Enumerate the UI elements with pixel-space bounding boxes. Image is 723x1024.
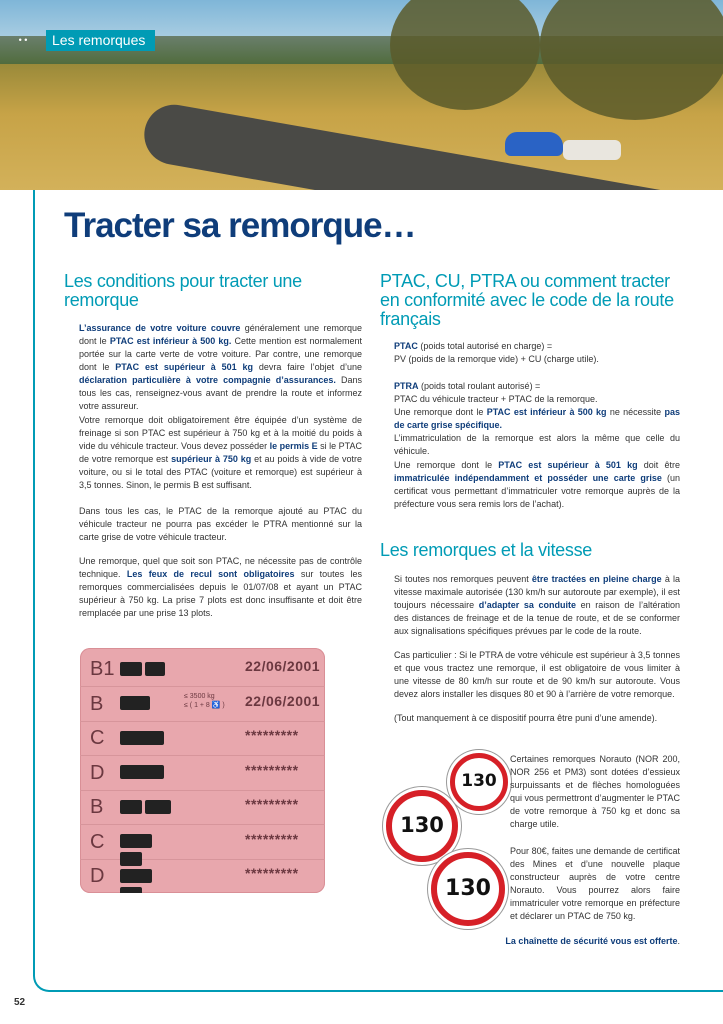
left-paragraph-4 <box>79 555 362 620</box>
text-run: doit être <box>637 460 680 470</box>
licence-category: D <box>90 865 105 887</box>
norauto-paragraph-3 <box>430 935 680 948</box>
text-run: ne nécessite <box>606 407 665 417</box>
section-tag <box>0 28 155 52</box>
text-run: si le PTAC de votre remorque est <box>79 441 362 464</box>
licence-category: B <box>90 692 104 715</box>
vehicle-shape <box>145 800 171 814</box>
dots-icon: • • <box>18 35 28 45</box>
text-run: L’assurance de votre voiture couvre <box>79 323 241 333</box>
licence-category: B <box>90 796 104 818</box>
text-run: en raison de l’altération des distances de freinage et de la tenue de route, et de se conformer aux signalisations spécifiques prévues par le code de la route. <box>394 600 680 636</box>
vehicle-shape <box>120 887 142 893</box>
licence-date: ********* <box>245 865 299 881</box>
page-title: Tracter sa remorque… <box>64 206 416 245</box>
text-run: Une remorque dont le <box>394 460 499 470</box>
text-run: sur toutes les remorques commercialisées depuis le 01/07/08 et ayant un PTAC supérieur à 750 kg. La prise 7 plots est donc insuffisante et doit être remplacée par une prise 13 plots. <box>79 569 362 618</box>
text-run: supérieur à 750 kg <box>171 454 252 464</box>
vehicle-shape <box>120 696 150 710</box>
licence-row <box>80 652 325 687</box>
text-run: La chaînette de sécurité vous est offerte <box>505 936 678 946</box>
text-run: PTAC est inférieur à 500 kg. <box>109 336 232 346</box>
bus-trailer-icon <box>120 867 176 885</box>
sign-value: 130 <box>461 771 497 791</box>
text-run: PTAC est supérieur à 501 kg <box>115 362 253 372</box>
vehicle-shape <box>120 765 164 779</box>
right-heading-2: Les remorques et la vitesse <box>380 540 593 560</box>
page-number: 52 <box>14 997 26 1008</box>
text-run: PTRA <box>394 381 419 391</box>
text-run: PTAC du véhicule tracteur + PTAC de la remorque. <box>394 394 598 404</box>
norauto-paragraph-2: Pour 80€, faites une demande de certificat des Mines et d’une nouvelle plaque constructeur auprès de votre centre Norauto. Vous pourrez alors faire immatriculer votre remorque en préfecture et déclarer un PTAC de 750 kg. <box>510 846 680 921</box>
licence-date: ********* <box>245 761 299 778</box>
speed-limit-sign-icon <box>428 849 508 929</box>
vehicle-shape <box>120 834 152 848</box>
norauto-paragraph-1: Certaines remorques Norauto (NOR 200, NOR 256 et PM3) sont dotées d’essieux surpuissants et de flèches homologuées qui vous permettront d’augmenter le PTAC de votre remorque à 750 kg et donc sa charge utile. <box>510 754 680 829</box>
left-paragraph-1 <box>79 322 362 413</box>
licence-row <box>80 687 325 722</box>
licence-row <box>80 790 325 825</box>
text-run: Votre remorque doit obligatoirement être équipée d’un système de freinage si son PTAC est supérieur à 750 kg et à la moitié du poids à vide du véhicule tracteur. Vous devez posséder <box>79 415 362 451</box>
left-heading: Les conditions pour tracter une remorque <box>64 271 302 310</box>
text-run: Les feux de recul sont obligatoires <box>126 569 295 579</box>
text-run: immatriculée indépendamment et posséder une carte grise <box>394 473 662 483</box>
truck-trailer-icon <box>120 833 176 851</box>
truck-icon <box>120 729 176 747</box>
speed-limit-sign-icon <box>447 750 511 814</box>
licence-date: ********* <box>245 727 299 743</box>
licence-date: 22/06/2001 <box>245 658 321 674</box>
text-run: d’adapter sa conduite <box>478 600 576 610</box>
text-run: et au poids à vide de votre voiture, ou si le total des PTAC (voiture et remorque) est supérieur à 3,5 tonnes. Sinon, le permis B est suffisant. <box>79 454 363 490</box>
text-run: PTAC <box>394 341 418 351</box>
text-run: être tractées en pleine charge <box>531 574 662 584</box>
ptra-paragraph <box>394 380 680 458</box>
licence-category: D <box>90 761 105 784</box>
text-run: (poids total roulant autorisé) = <box>418 381 541 391</box>
licence-row <box>80 756 325 791</box>
bus-icon <box>120 764 176 782</box>
text-run: Si toutes nos remorques peuvent <box>394 574 532 584</box>
left-paragraph-2 <box>79 414 362 492</box>
text-run: déclaration particulière à votre compagnie d’assurances. <box>79 375 336 385</box>
licence-date: ********* <box>245 830 299 847</box>
car <box>505 132 563 156</box>
left-paragraph-3: Dans tous les cas, le PTAC de la remorque ajouté au PTAC du véhicule tracteur ne pourra pas excéder le PTRA mentionné sur la carte grise de votre véhicule tracteur. <box>79 506 362 542</box>
quad-truck-icon <box>120 660 176 678</box>
vehicle-shape <box>120 869 152 883</box>
text-run: Une remorque dont le <box>394 407 487 417</box>
car-icon <box>120 695 176 713</box>
trailer <box>563 140 621 160</box>
sign-value: 130 <box>400 813 444 837</box>
licence-category: C <box>90 727 105 749</box>
licence-date: 22/06/2001 <box>245 692 321 709</box>
text-run: PTAC est inférieur à 500 kg <box>486 407 607 417</box>
ptac-paragraph <box>394 340 680 366</box>
licence-row <box>80 859 325 893</box>
text-run: PV (poids de la remorque vide) + CU (charge utile). <box>394 354 599 364</box>
text-run: devra faire l’objet d’une <box>252 362 363 372</box>
speed-paragraph-2: Cas particulier : Si le PTRA de votre véhicule est supérieur à 3,5 tonnes et que vous tractez une remorque, il est obligatoire de vous limiter à une vitesse de 80 km/h sur route et de 90 km/h sur autoroute. Vous devez alors installer les disques 80 et 90 à l’arrière de votre remorque. <box>394 650 680 699</box>
text-run: le permis E <box>269 441 318 451</box>
right-heading-1: PTAC, CU, PTRA ou comment tracter en conformité avec le code de la route français <box>380 271 674 329</box>
vehicle-shape <box>145 662 165 676</box>
text-run: Cette mention est normalement portée sur la carte verte de votre voiture. Par contre, une remorque dont le <box>79 336 363 372</box>
licence-category: C <box>90 830 105 853</box>
licence-row <box>80 825 325 860</box>
speed-paragraph-1 <box>394 573 680 638</box>
text-run: . <box>677 936 680 946</box>
text-run: Dans tous les cas, renseignez-vous avant de prendre la route et informez votre assureur. <box>79 375 363 411</box>
text-run: (un certificat vous permettant d’immatriculer votre remorque auprès de la préfecture vous sera remis lors de l’achat). <box>394 473 680 509</box>
text-run: PTAC est supérieur à 501 kg <box>498 460 638 470</box>
immatriculation-paragraph <box>394 459 680 511</box>
speed-paragraph-3: (Tout manquement à ce dispositif pourra être puni d’une amende). <box>394 713 658 723</box>
licence-category: B1 <box>90 658 115 680</box>
text-run: à la vitesse maximale autorisée (130 km/h sur autoroute par exemple), il est toujours nécessaire <box>394 574 681 610</box>
licence-date: ********* <box>245 796 299 812</box>
licence-row <box>80 721 325 756</box>
text-run: L’immatriculation de la remorque est alors la même que celle du véhicule. <box>394 433 680 456</box>
vehicle-shape <box>120 800 142 814</box>
vehicle-shape <box>120 731 164 745</box>
section-label: Les remorques <box>46 30 155 51</box>
driving-licence-image <box>80 648 325 893</box>
car-trailer-icon <box>120 798 176 816</box>
sign-value: 130 <box>445 876 491 901</box>
text-run: Une remorque, quel que soit son PTAC, ne nécessite pas de contrôle technique. <box>79 556 362 579</box>
licence-condition: ≤ 3500 kg ≤ ( 1 + 8 ♿ ) <box>184 692 225 709</box>
vehicle-shape <box>120 662 142 676</box>
text-run: (poids total autorisé en charge) = <box>417 341 553 351</box>
text-run: pas de carte grise spécifique. <box>394 407 680 430</box>
text-run: généralement une remorque dont le <box>79 323 362 346</box>
